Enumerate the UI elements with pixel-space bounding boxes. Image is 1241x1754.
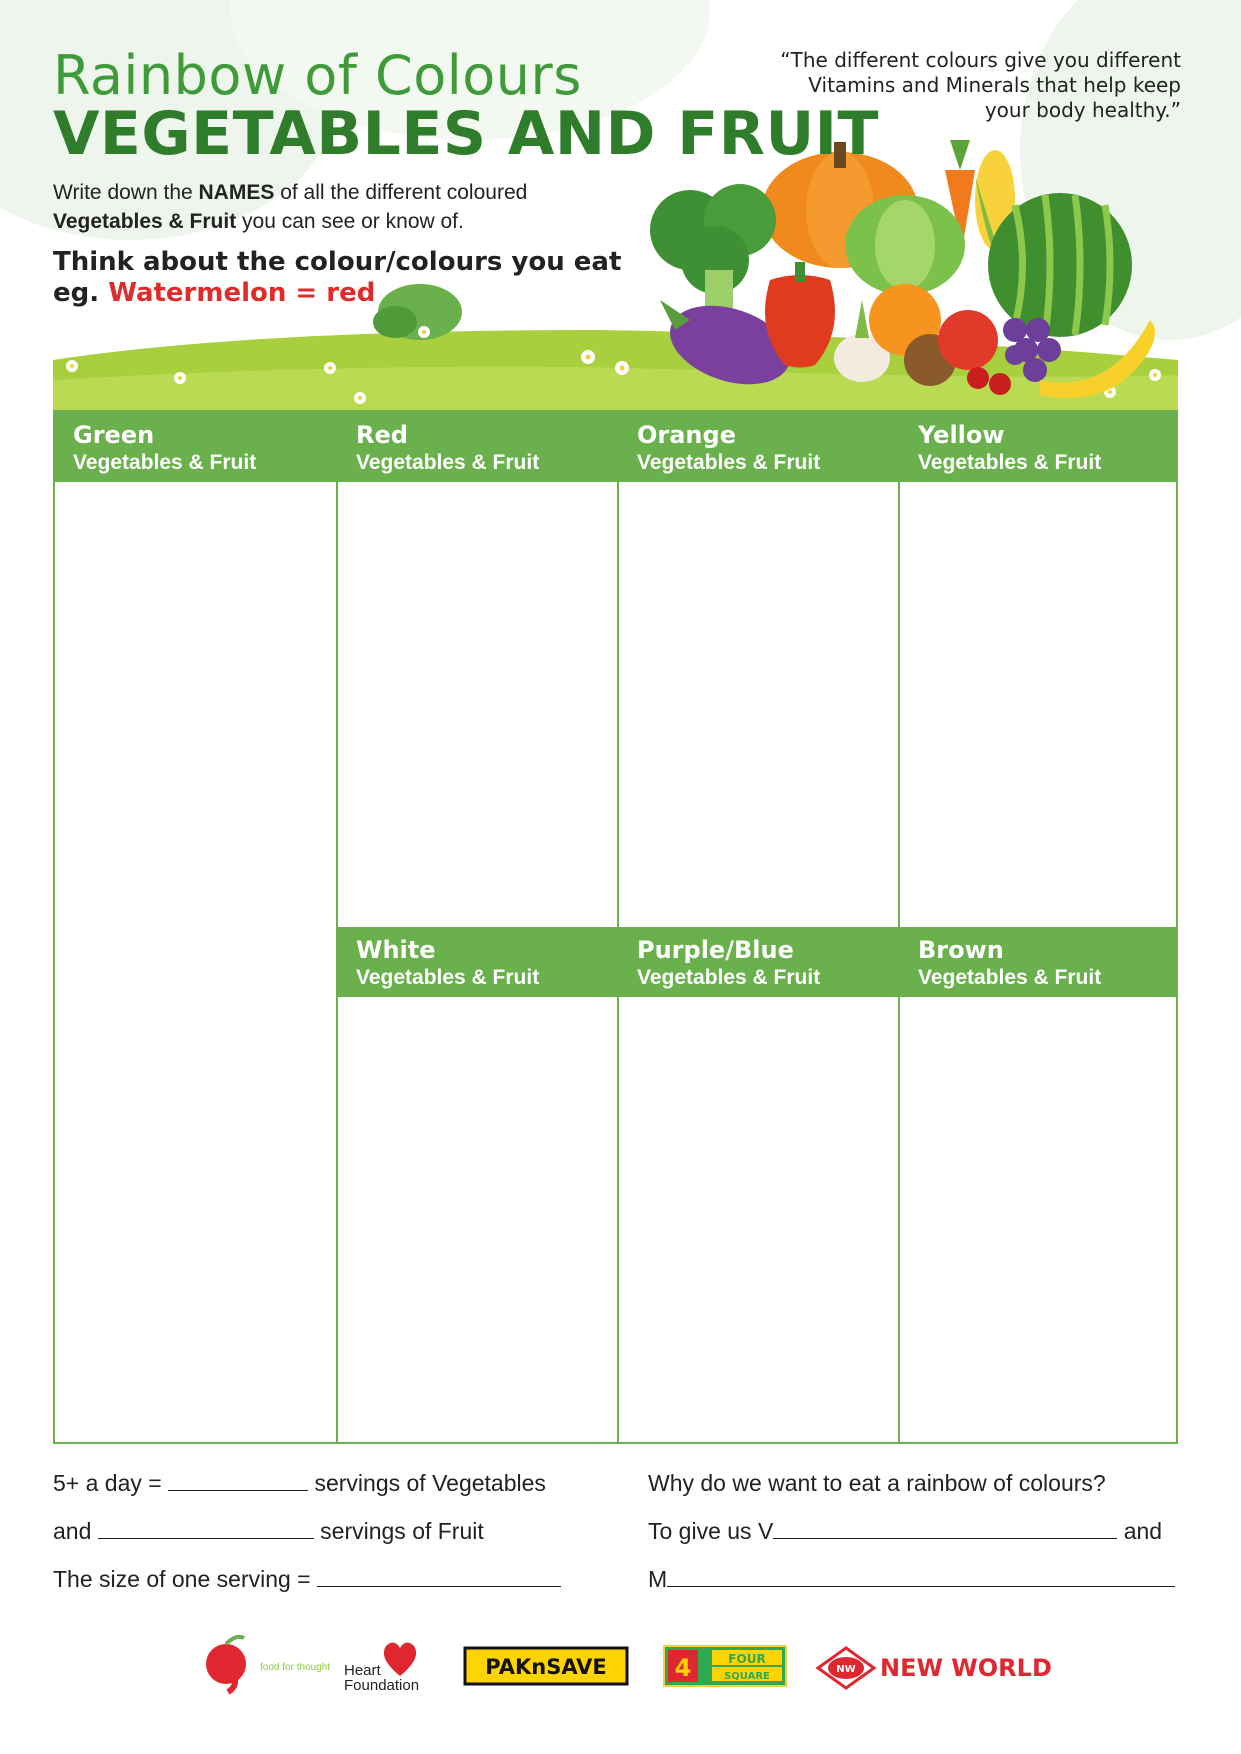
new-world-text: NEW WORLD <box>880 1654 1052 1682</box>
question-minerals <box>648 1566 1175 1593</box>
answer-blank[interactable] <box>168 1470 308 1491</box>
column-header <box>55 412 336 482</box>
answer-blank[interactable] <box>317 1566 561 1587</box>
column-header <box>900 412 1176 482</box>
column-subtitle: Vegetables & Fruit <box>356 966 540 989</box>
instructions <box>53 178 613 236</box>
sponsor-logos <box>0 1630 1241 1710</box>
column-yellow <box>898 412 1176 1442</box>
question-text: To give us V <box>648 1518 774 1544</box>
think-prompt <box>53 247 621 309</box>
question-text: M <box>648 1566 668 1592</box>
question-text: and <box>53 1518 92 1544</box>
answer-blank[interactable] <box>667 1566 1175 1587</box>
answer-blank[interactable] <box>98 1518 314 1539</box>
column-colour: White <box>356 936 436 964</box>
heart-foundation-text: Heart <box>344 1662 381 1679</box>
column-colour: Yellow <box>918 421 1005 449</box>
four-square-text: FOUR <box>728 1652 766 1666</box>
four-square-logo <box>664 1646 786 1686</box>
instructions-text: of all the different coloured <box>274 181 528 204</box>
column-orange <box>617 412 898 1442</box>
column-header <box>619 927 898 997</box>
think-text: Think about the colour/colours you eat <box>53 247 622 277</box>
food-for-thought-text: food for thought <box>260 1662 331 1673</box>
question-fruit <box>53 1518 484 1545</box>
title-line-1: Rainbow of Colours <box>53 44 582 107</box>
heart-foundation-text: Foundation <box>344 1677 420 1694</box>
column-colour: Brown <box>918 936 1004 964</box>
question-text: 5+ a day = <box>53 1470 162 1496</box>
question-serving-size <box>53 1566 561 1593</box>
quote-text: “The different colours give you different Vitamins and Minerals that help keep your body healthy.” <box>780 48 1181 122</box>
colour-worksheet-grid <box>53 410 1178 1444</box>
column-green <box>55 412 336 1442</box>
question-text: servings of Fruit <box>320 1518 484 1544</box>
column-subtitle: Vegetables & Fruit <box>637 966 821 989</box>
food-for-thought-logo <box>206 1637 330 1692</box>
new-world-badge-text: NW <box>836 1664 856 1675</box>
column-header <box>900 927 1176 997</box>
column-subtitle: Vegetables & Fruit <box>918 451 1102 474</box>
instructions-bold: NAMES <box>198 181 275 204</box>
title-line-2: VEGETABLES AND FRUIT <box>53 99 879 169</box>
paknsave-text: PAKnSAVE <box>485 1655 607 1679</box>
new-world-logo <box>818 1648 1052 1688</box>
column-colour: Purple/Blue <box>637 936 794 964</box>
think-prefix: eg. <box>53 278 109 308</box>
instructions-bold: Vegetables & Fruit <box>53 210 237 233</box>
question-vitamins <box>648 1518 1162 1545</box>
question-text: and <box>1123 1518 1163 1544</box>
column-header <box>619 412 898 482</box>
four-square-text: SQUARE <box>724 1671 770 1682</box>
column-colour: Red <box>356 421 408 449</box>
column-subtitle: Vegetables & Fruit <box>918 966 1102 989</box>
column-subtitle: Vegetables & Fruit <box>637 451 821 474</box>
column-header <box>338 412 617 482</box>
instructions-text: Write down the <box>53 181 199 204</box>
question-text: The size of one serving = <box>53 1566 311 1592</box>
column-colour: Green <box>73 421 155 449</box>
question-text: servings of Vegetables <box>314 1470 546 1496</box>
answer-blank[interactable] <box>773 1518 1117 1539</box>
question-text: Why do we want to eat a rainbow of colours? <box>648 1470 1106 1496</box>
example-text: Watermelon = red <box>108 278 376 308</box>
question-vegetables <box>53 1470 546 1497</box>
question-why-rainbow <box>648 1470 1106 1497</box>
column-subtitle: Vegetables & Fruit <box>73 451 257 474</box>
column-red <box>336 412 617 1442</box>
column-subtitle: Vegetables & Fruit <box>356 451 540 474</box>
instructions-text: you can see or know of. <box>236 210 464 233</box>
column-header <box>338 927 617 997</box>
four-square-digit: 4 <box>674 1654 692 1682</box>
paknsave-logo <box>465 1648 627 1684</box>
heart-foundation-logo <box>344 1642 419 1694</box>
column-colour: Orange <box>637 421 736 449</box>
